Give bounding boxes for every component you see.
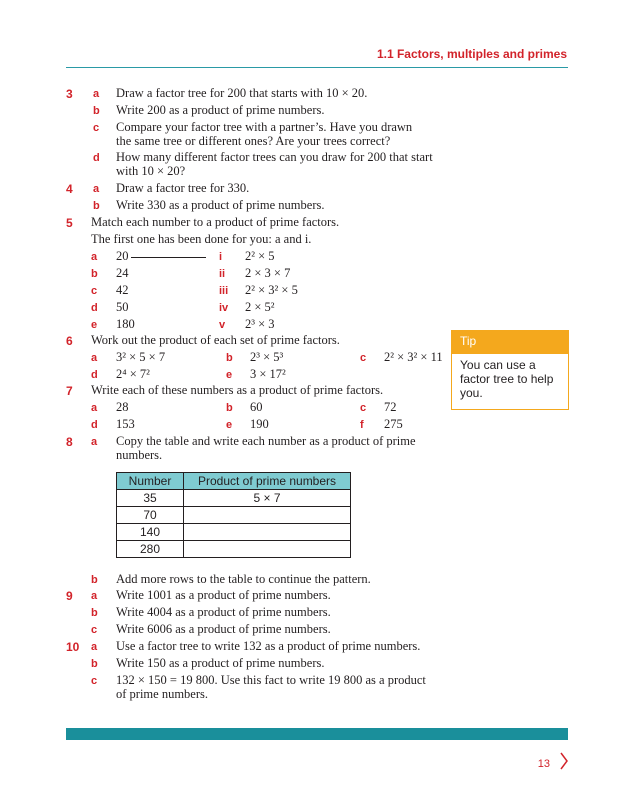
q7-part-d-text: 153 xyxy=(116,417,135,431)
q9-part-c-text: Write 6006 as a product of prime numbers. xyxy=(116,622,331,636)
q6-instruction: Work out the product of each set of prime factors. xyxy=(91,333,340,347)
q6-part-d-text: 2⁴ × 7² xyxy=(116,367,150,381)
tip-body-line1: You can use a xyxy=(460,358,536,372)
q7-part-a-text: 28 xyxy=(116,400,129,414)
table-header-row xyxy=(117,473,351,490)
table-header-product: Product of prime numbers xyxy=(184,473,351,490)
q5-left-label-a: a xyxy=(91,251,98,263)
q10-part-c-text-line1: 132 × 150 = 19 800. Use this fact to write 19 800 as a product xyxy=(116,673,426,687)
q4-part-a-text: Draw a factor tree for 330. xyxy=(116,181,250,195)
q7-instruction: Write each of these numbers as a product of prime factors. xyxy=(91,383,384,397)
table-cell-number: 70 xyxy=(117,507,184,524)
q4-part-b-label: b xyxy=(93,200,100,212)
q5-match-line xyxy=(131,257,206,258)
q5-right-label-v: v xyxy=(219,319,226,331)
q8-part-a-label: a xyxy=(91,436,98,448)
q5-example-note: The first one has been done for you: a and i. xyxy=(91,232,312,246)
q8-part-a-text-line1: Copy the table and write each number as a product of prime xyxy=(116,434,416,448)
q7-part-c-text: 72 xyxy=(384,400,397,414)
tip-title: Tip xyxy=(452,331,568,354)
tip-body xyxy=(452,354,568,404)
q5-left-label-b: b xyxy=(91,268,98,280)
q6-part-a-text: 3² × 5 × 7 xyxy=(116,350,166,364)
q3-part-b-label: b xyxy=(93,105,100,117)
q10-part-c-text-line2: of prime numbers. xyxy=(116,687,208,701)
q6-part-e-text: 3 × 17² xyxy=(250,367,286,381)
q6-part-e-label: e xyxy=(226,369,233,381)
q3-part-c-label: c xyxy=(93,122,100,134)
chevron-right-icon[interactable] xyxy=(559,751,569,771)
q3-part-c-text-line2: the same tree or different ones? Are your trees correct? xyxy=(116,134,391,148)
q9-part-b-text: Write 4004 as a product of prime numbers. xyxy=(116,605,331,619)
q3-part-d-label: d xyxy=(93,152,100,164)
q4-part-a-label: a xyxy=(93,183,100,195)
table-cell-product xyxy=(184,541,351,558)
q5-left-value-a: 20 xyxy=(116,249,129,263)
q9-part-a-label: a xyxy=(91,590,98,602)
q5-right-value-i: 2² × 5 xyxy=(245,249,275,263)
q3-part-b-text: Write 200 as a product of prime numbers. xyxy=(116,103,325,117)
q3-part-c-text-line1: Compare your factor tree with a partner’s. Have you drawn xyxy=(116,120,413,134)
q5-left-value-e: 180 xyxy=(116,317,135,331)
q8-part-b-text: Add more rows to the table to continue the pattern. xyxy=(116,572,371,586)
q5-right-value-ii: 2 × 3 × 7 xyxy=(245,266,291,280)
q10-part-a-label: a xyxy=(91,641,98,653)
q8-part-a-text-line2: numbers. xyxy=(116,448,163,462)
page-number: 13 xyxy=(537,758,550,770)
q5-left-value-c: 42 xyxy=(116,283,129,297)
q10-part-b-label: b xyxy=(91,658,98,670)
q7-part-e-text: 190 xyxy=(250,417,269,431)
q5-left-value-b: 24 xyxy=(116,266,129,280)
q5-right-value-iv: 2 × 5² xyxy=(245,300,275,314)
q5-instruction: Match each number to a product of prime factors. xyxy=(91,215,340,229)
q10-part-a-text: Use a factor tree to write 132 as a product of prime numbers. xyxy=(116,639,421,653)
q5-left-value-d: 50 xyxy=(116,300,129,314)
q3-part-d-text-line1: How many different factor trees can you draw for 200 that start xyxy=(116,150,433,164)
table-cell-number: 35 xyxy=(117,490,184,507)
q9-part-c-label: c xyxy=(91,624,98,636)
q7-part-b-label: b xyxy=(226,402,233,414)
footer-band xyxy=(66,728,568,740)
q7-part-f-label: f xyxy=(360,419,364,431)
q5-left-label-e: e xyxy=(91,319,98,331)
q5-right-label-ii: ii xyxy=(219,268,226,280)
question-10-number: 10 xyxy=(66,640,80,654)
question-9-number: 9 xyxy=(66,589,73,603)
q3-part-d-text-line2: with 10 × 20? xyxy=(116,164,186,178)
table-cell-number: 280 xyxy=(117,541,184,558)
question-5-number: 5 xyxy=(66,216,73,230)
header-rule xyxy=(66,67,568,68)
q10-part-c-label: c xyxy=(91,675,98,687)
q5-right-label-iii: iii xyxy=(219,285,229,297)
q5-left-label-d: d xyxy=(91,302,98,314)
q7-part-b-text: 60 xyxy=(250,400,263,414)
q5-right-label-i: i xyxy=(219,251,223,263)
q7-part-c-label: c xyxy=(360,402,367,414)
table-row xyxy=(117,507,351,524)
question-4-number: 4 xyxy=(66,182,73,196)
q6-part-b-label: b xyxy=(226,352,233,364)
table-row xyxy=(117,490,351,507)
q5-right-value-v: 2³ × 3 xyxy=(245,317,275,331)
q4-part-b-text: Write 330 as a product of prime numbers. xyxy=(116,198,325,212)
q8-part-b-label: b xyxy=(91,574,98,586)
table-cell-product: 5 × 7 xyxy=(184,490,351,507)
table-header-number: Number xyxy=(117,473,184,490)
table-row xyxy=(117,524,351,541)
q5-left-label-c: c xyxy=(91,285,98,297)
tip-box xyxy=(451,330,569,410)
tip-body-line2: factor tree to help xyxy=(460,372,554,386)
q7-part-a-label: a xyxy=(91,402,98,414)
q6-part-d-label: d xyxy=(91,369,98,381)
q10-part-b-text: Write 150 as a product of prime numbers. xyxy=(116,656,325,670)
table-cell-product xyxy=(184,507,351,524)
q6-part-c-label: c xyxy=(360,352,367,364)
q9-part-a-text: Write 1001 as a product of prime numbers. xyxy=(116,588,331,602)
q7-part-e-label: e xyxy=(226,419,233,431)
q6-part-c-text: 2² × 3² × 11 xyxy=(384,350,443,364)
q6-part-a-label: a xyxy=(91,352,98,364)
prime-product-table xyxy=(116,472,351,558)
q9-part-b-label: b xyxy=(91,607,98,619)
q5-right-value-iii: 2² × 3² × 5 xyxy=(245,283,298,297)
table-row xyxy=(117,541,351,558)
section-title: 1.1 Factors, multiples and primes xyxy=(376,47,567,61)
question-8-number: 8 xyxy=(66,435,73,449)
q5-right-label-iv: iv xyxy=(219,302,229,314)
q7-part-d-label: d xyxy=(91,419,98,431)
q6-part-b-text: 2³ × 5³ xyxy=(250,350,284,364)
table-cell-product xyxy=(184,524,351,541)
q3-part-a-label: a xyxy=(93,88,100,100)
table-cell-number: 140 xyxy=(117,524,184,541)
question-6-number: 6 xyxy=(66,334,73,348)
q3-part-a-text: Draw a factor tree for 200 that starts with 10 × 20. xyxy=(116,86,368,100)
tip-body-line3: you. xyxy=(460,386,483,400)
q7-part-f-text: 275 xyxy=(384,417,403,431)
question-3-number: 3 xyxy=(66,87,73,101)
question-7-number: 7 xyxy=(66,384,73,398)
